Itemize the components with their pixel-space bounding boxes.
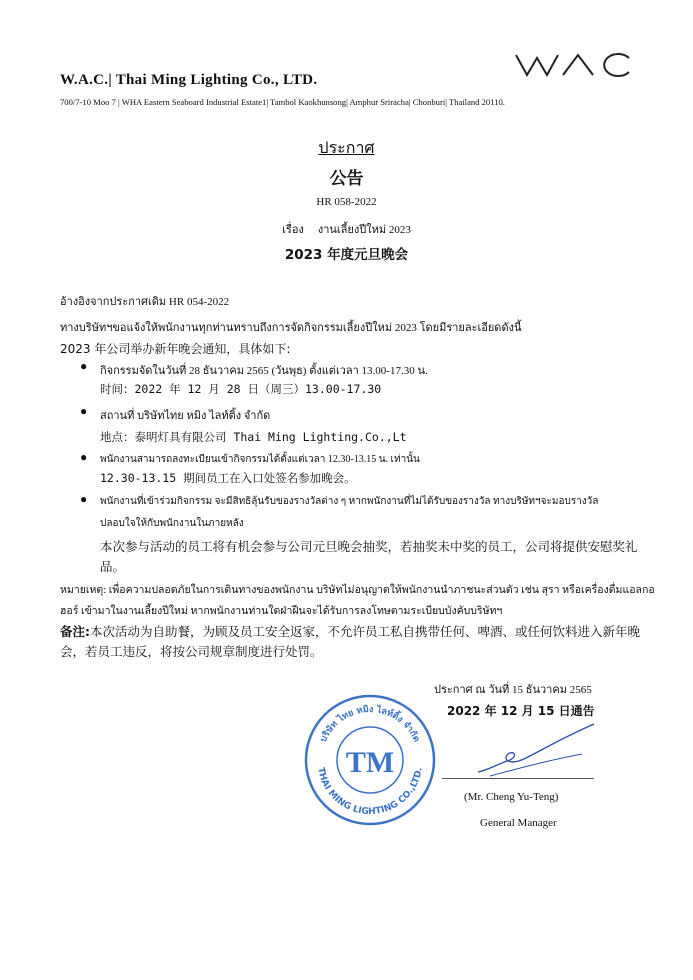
document-number: HR 058-2022 [316, 196, 377, 208]
wac-logo [513, 50, 633, 80]
bullet-register-chinese: 12.30-13.15 期间员工在入口处签名参加晚会。 [100, 471, 356, 485]
bullet-dot: ● [80, 492, 88, 506]
bullet-dot: ● [80, 404, 88, 418]
notice-title-chinese: 公告 [329, 169, 364, 189]
bullet-time-thai: กิจกรรมจัดในวันที่ 28 ธันวาคม 2565 (วันพุธ) ตั้งแต่เวลา 13.00-17.30 น. [100, 365, 428, 377]
subject-chinese: 2023 年度元旦晚会 [284, 247, 409, 263]
notice-title-thai: ประกาศ [318, 140, 375, 157]
subject-label: เรื่อง [282, 224, 304, 236]
note-label: 备注: [60, 624, 90, 639]
subject-text: งานเลี้ยงปีใหม่ 2023 [317, 224, 411, 236]
bullet-place-thai: สถานที่ บริษัทไทย หมิง ไลท์ติ้ง จำกัด [100, 410, 271, 422]
company-stamp [300, 690, 440, 830]
company-address: 700/7-10 Moo 7 | WHA Eastern Seaboard Industrial Estate1| Tambol Kaokhunsong| Amphur Sriracha| Chonburi| Thailand 20110. [60, 97, 505, 107]
bullet-register-thai: พนักงานสามารถลงทะเบียนเข้ากิจกรรมได้ตั้งแต่เวลา 12.30-13.15 น. เท่านั้น [100, 454, 420, 465]
bullet-dot: ● [80, 450, 88, 464]
note-text: 本次活动为自助餐，为顾及员工安全返家，不允许员工私自携带任何、啤酒、或任何饮料进入新年晚会，若员工违反，将按公司规章制度进行处罚。 [60, 624, 641, 659]
stamp-bottom-text: THAI MING LIGHTING CO.,LTD. [315, 766, 425, 818]
note-thai: หมายเหตุ: เพื่อความปลอดภัยในการเดินทางของพนักงาน บริษัทไม่อนุญาตให้พนักงานนำภาชนะส่วนตัว เช่น สุรา หรือเครื่องดื่มแอลกอฮอร์ เข้ามาในงานเลี้ยงปีใหม่ หากพนักงานท่านใดฝ่าฝืนจะได้รับการลงโทษตามระเบียบบังคับบริษัทฯ [60, 585, 655, 617]
announce-date-chinese: 2022 年 12 月 15 日通告 [447, 704, 595, 718]
manager-title: General Manager [480, 817, 557, 829]
intro-chinese: 2023 年公司举办新年晚会通知，具体如下: [60, 342, 291, 356]
reference-line: อ้างอิงจากประกาศเดิม HR 054-2022 [60, 296, 230, 308]
bullet-prize-chinese: 本次参与活动的员工将有机会参与公司元旦晚会抽奖，若抽奖未中奖的员工，公司将提供安慰奖礼品。 [100, 539, 638, 574]
announce-date-thai: ประกาศ ณ วันที่ 15 ธันวาคม 2565 [434, 684, 592, 696]
stamp-top-text: บริษัท ไทย หมิง ไลท์ติ้ง จำกัด [318, 704, 422, 744]
manager-signature [470, 720, 600, 780]
manager-name: (Mr. Cheng Yu-Teng) [464, 791, 559, 803]
intro-thai: ทางบริษัทฯขอแจ้งให้พนักงานทุกท่านทราบถึงการจัดกิจกรรมเลี้ยงปีใหม่ 2023 โดยมีรายละเอียดดังนี้ [60, 322, 522, 334]
bullet-place-chinese: 地点：泰明灯具有限公司 Thai Ming Lighting.Co.,Lt [100, 430, 407, 444]
bullet-dot: ● [80, 359, 88, 373]
bullet-prize-thai-2: ปลอบใจให้กับพนักงานในภายหลัง [100, 518, 244, 529]
bullet-time-chinese: 时间：2022 年 12 月 28 日（周三）13.00-17.30 [100, 382, 382, 396]
subject-thai [0, 220, 693, 238]
note-chinese [60, 622, 655, 662]
bullet-prize-thai: พนักงานที่เข้าร่วมกิจกรรม จะมีสิทธิลุ้นรับของรางวัลต่าง ๆ หากพนักงานที่ไม่ได้รับของรางวัล ทางบริษัทฯจะมอบรางวัล [100, 496, 599, 507]
company-name: W.A.C.| Thai Ming Lighting Co., LTD. [60, 72, 318, 88]
signature-line [442, 778, 594, 779]
stamp-center-text: TM [345, 746, 395, 779]
svg-text:บริษัท ไทย หมิง ไลท์ติ้ง จำกัด [319, 703, 421, 744]
